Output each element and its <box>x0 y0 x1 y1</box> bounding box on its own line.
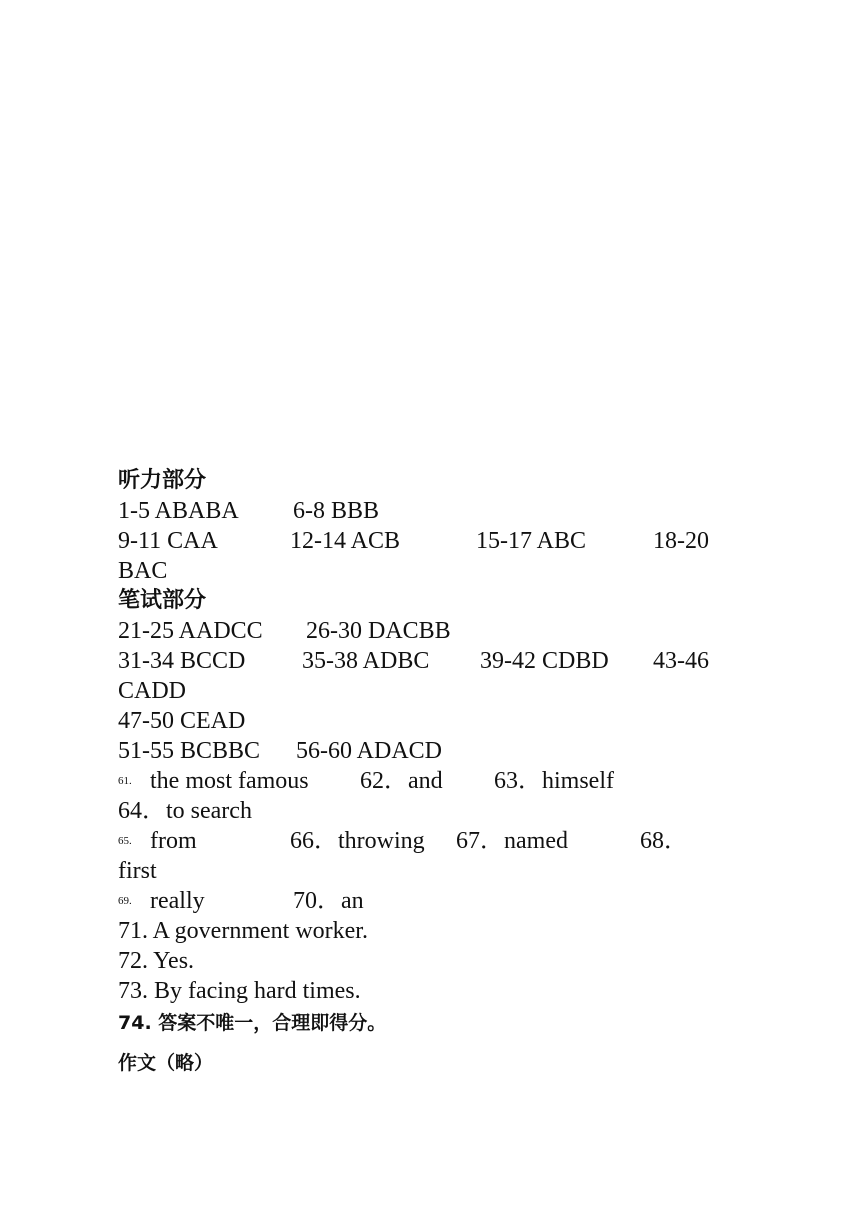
answer-group: 6-8 BBB <box>293 498 380 524</box>
answer-line <box>118 916 728 946</box>
answer-item: 74. 答案不唯一，合理即得分。 <box>118 1012 387 1034</box>
answer-line <box>118 826 728 856</box>
answer-item: first <box>118 858 157 884</box>
answer-group: CADD <box>118 678 187 704</box>
answer-item: 71. A government worker. <box>118 918 368 944</box>
answer-group: BAC <box>118 558 168 584</box>
question-number: 61. <box>118 775 132 787</box>
answer-key <box>118 466 728 1078</box>
answer-group: 18-20 <box>653 528 709 554</box>
answer-line <box>118 706 728 736</box>
answer-line <box>118 976 728 1006</box>
answer-item: 73. By facing hard times. <box>118 978 361 1004</box>
answer-group: 56-60 ADACD <box>296 738 443 764</box>
answer-item: 70．an <box>293 888 364 914</box>
answer-line <box>118 886 728 916</box>
answer-line <box>118 646 728 676</box>
answer-group: 26-30 DACBB <box>306 618 451 644</box>
answer-item: 62．and <box>360 768 443 794</box>
answer-line <box>118 556 728 586</box>
question-number: 69. <box>118 895 132 907</box>
answer-line <box>118 526 728 556</box>
answer-line <box>118 676 728 706</box>
answer-group: 15-17 ABC <box>476 528 587 554</box>
listening-section-title: 听力部分 <box>118 468 207 493</box>
answer-line <box>118 856 728 886</box>
composition-note <box>118 1048 728 1078</box>
answer-note <box>118 1008 728 1038</box>
answer-group: 31-34 BCCD <box>118 648 246 674</box>
answer-item: 作文（略） <box>118 1052 214 1074</box>
answer-group: 21-25 AADCC <box>118 618 263 644</box>
answer-line <box>118 616 728 646</box>
answer-item: 64．to search <box>118 798 252 824</box>
answer-item: 68． <box>640 828 688 854</box>
written-section-title: 笔试部分 <box>118 588 207 613</box>
answer-line <box>118 736 728 766</box>
answer-group: 12-14 ACB <box>290 528 401 554</box>
answer-line <box>118 496 728 526</box>
answer-group: 43-46 <box>653 648 709 674</box>
answer-item: from <box>150 828 197 854</box>
answer-group: 47-50 CEAD <box>118 708 246 734</box>
answer-item: really <box>150 888 205 914</box>
answer-item: 66．throwing <box>290 828 425 854</box>
answer-group: 35-38 ADBC <box>302 648 430 674</box>
answer-line <box>118 946 728 976</box>
answer-line <box>118 766 728 796</box>
answer-group: 9-11 CAA <box>118 528 218 554</box>
answer-line <box>118 796 728 826</box>
answer-group: 51-55 BCBBC <box>118 738 261 764</box>
answer-item: the most famous <box>150 768 309 794</box>
answer-group: 1-5 ABABA <box>118 498 239 524</box>
answer-item: 72. Yes. <box>118 948 195 974</box>
answer-item: 67．named <box>456 828 568 854</box>
answer-item: 63．himself <box>494 768 614 794</box>
question-number: 65. <box>118 835 132 847</box>
answer-group: 39-42 CDBD <box>480 648 609 674</box>
